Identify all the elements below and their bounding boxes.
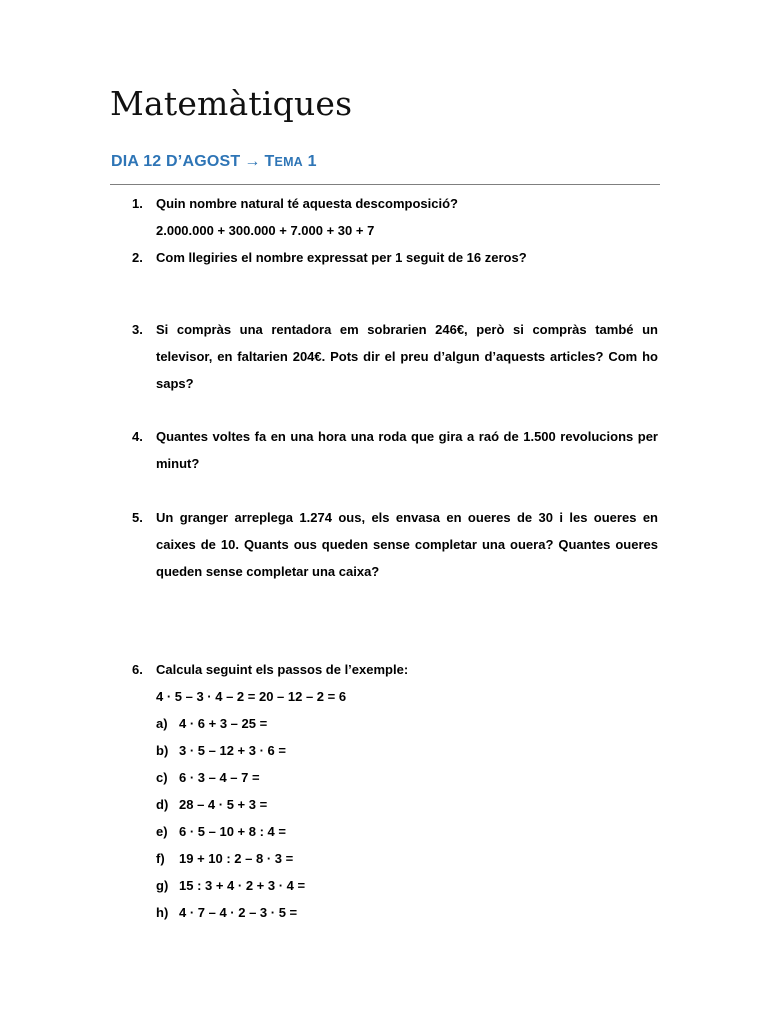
subtitle-topic-initial: T [264,153,275,170]
exercise-label: f) [156,851,165,866]
question-text: Un granger arreplega 1.274 ous, els envasa en oueres de 30 i les oueres en [156,510,658,525]
heading-divider [110,184,660,185]
question-number: 3. [132,322,143,337]
exercise-label: d) [156,797,169,812]
question-text: Si compràs una rentadora em sobrarien 246€, però si compràs també un [156,322,658,337]
question-text: Calcula seguint els passos de l’exemple: [156,662,409,677]
question-text: Quin nombre natural té aquesta descomposició? [156,196,458,211]
exercise-expression: 3 · 5 – 12 + 3 · 6 = [179,743,286,758]
question-number: 5. [132,510,143,525]
exercise-expression: 6 · 3 – 4 – 7 = [179,770,260,785]
question-text: 2.000.000 + 300.000 + 7.000 + 30 + 7 [156,223,375,238]
subtitle-topic-number: 1 [307,153,317,170]
question-number: 2. [132,250,143,265]
exercise-expression: 6 · 5 – 10 + 8 : 4 = [179,824,286,839]
page-title: Matemàtiques [110,84,353,123]
question-number: 4. [132,429,143,444]
question-text: caixes de 10. Quants ous queden sense completar una ouera? Quantes oueres [156,537,658,552]
question-text: minut? [156,456,200,471]
exercise-label: h) [156,905,169,920]
exercise-label: e) [156,824,168,839]
exercise-label: b) [156,743,169,758]
arrow-right-icon: → [244,153,261,170]
section-heading [111,153,317,171]
exercise-expression: 4 · 6 + 3 – 25 = [179,716,268,731]
question-text: Quantes voltes fa en una hora una roda que gira a raó de 1.500 revolucions per [156,429,658,444]
exercise-expression: 28 – 4 · 5 + 3 = [179,797,268,812]
subtitle-date: DIA 12 D’AGOST [111,153,241,170]
exercise-expression: 19 + 10 : 2 – 8 · 3 = [179,851,294,866]
subtitle-topic: EMA [274,155,303,169]
exercise-label: g) [156,878,169,893]
example-expression: 4 · 5 – 3 · 4 – 2 = 20 – 12 – 2 = 6 [156,689,347,704]
exercise-label: c) [156,770,168,785]
question-number: 1. [132,196,143,211]
exercise-label: a) [156,716,168,731]
exercise-expression: 15 : 3 + 4 · 2 + 3 · 4 = [179,878,306,893]
question-text: Com llegiries el nombre expressat per 1 seguit de 16 zeros? [156,250,527,265]
question-text: televisor, en faltarien 204€. Pots dir el preu d’algun d’aquests articles? Com ho [156,349,658,364]
exercise-expression: 4 · 7 – 4 · 2 – 3 · 5 = [179,905,298,920]
question-text: saps? [156,376,194,391]
question-text: queden sense completar una caixa? [156,564,380,579]
question-number: 6. [132,662,143,677]
